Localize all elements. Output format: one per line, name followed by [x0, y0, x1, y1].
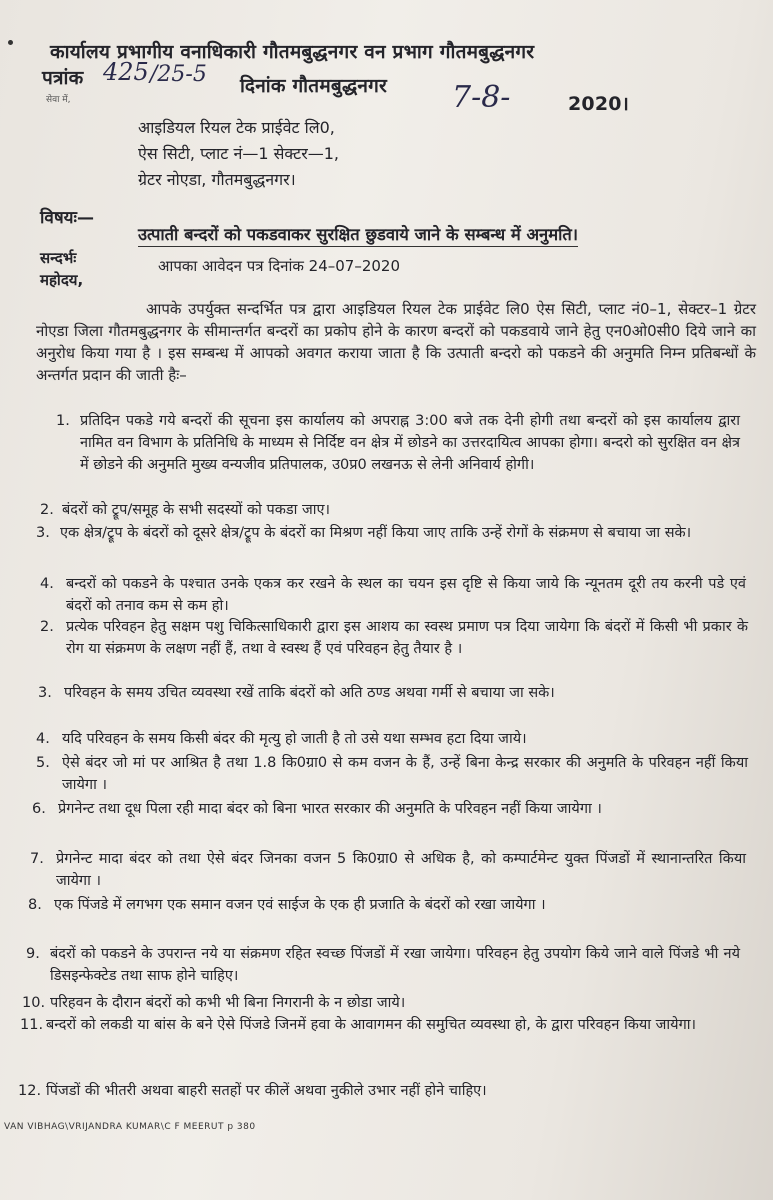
condition-item: बंदरों को पकडने के उपरान्त नये या संक्रमण रहित स्वच्छ पिंजडों में रखा जायेगा। परिवहन हेतु उपयोग किये जाने वाले पिंजडे भी नये डिसइन्फेक्टेड तथा साफ होने चाहिए। — [50, 946, 740, 984]
condition-number: 8. — [28, 897, 42, 913]
condition-number: 4. — [36, 731, 50, 747]
salutation: महोदय, — [40, 271, 84, 289]
reference-label: सन्दर्भः — [40, 249, 77, 267]
condition-number: 11. — [20, 1017, 44, 1033]
condition-item: बन्दरों को लकडी या बांस के बने ऐसे पिंजडे जिनमें हवा के आवागमन की समुचित व्यवस्था हो, के द्वारा परिवहन किया जायेगा। — [46, 1017, 697, 1033]
body-paragraph: आपके उपर्युक्त सन्दर्भित पत्र द्वारा आइडियल रियल टेक प्राईवेट लि0 ऐस सिटी, प्लाट नं0–1, सेक्टर–1 ग्रेटर नोएडा जिला गौतमबुद्धनगर के सीमान्तर्गत बन्दरों का प्रकोप होने के कारण बन्दरों को पकडवाये जाने हेतु एन0ओ0सी0 दिये जाने का अनुरोध किया गया है । इस सम्बन्ध में आपको अवगत कराया जाता है कि उत्पाती बन्दरो को पकडने की अनुमति निम्न प्रतिबन्धों के अन्तर्गत प्रदान की जाती हैः– — [36, 300, 756, 384]
condition-item: ऐसे बंदर जो मां पर आश्रित है तथा 1.8 कि0ग्रा0 से कम वजन के हैं, उन्हें बिना केन्द्र सरकार की अनुमति के परिवहन नहीं किया जायेगा । — [62, 755, 748, 793]
condition-item: बंदरों को ट्रूप/समूह के सभी सदस्यों को पकडा जाए। — [62, 502, 331, 518]
subject-label: विषयः— — [40, 208, 94, 228]
patrank-label: पत्रांक — [42, 67, 84, 89]
seva-label: सेवा में, — [46, 95, 71, 105]
condition-number: 1. — [56, 413, 70, 429]
condition-item: परिवहन के समय उचित व्यवस्था रखें ताकि बंदरों को अति ठण्ड अथवा गर्मी से बचाया जा सके। — [64, 685, 555, 701]
patrank-suffix: /25-5 — [150, 62, 207, 87]
hole-punch-mark — [8, 40, 13, 45]
condition-item: प्रेगनेन्ट तथा दूध पिला रही मादा बंदर को बिना भारत सरकार की अनुमति के परिवहन नहीं किया जायेगा । — [58, 801, 602, 817]
condition-number: 12. — [18, 1083, 42, 1099]
condition-item: प्रेगनेन्ट मादा बंदर को तथा ऐसे बंदर जिनका वजन 5 कि0ग्रा0 से अधिक है, को कम्पार्टमेन्ट युक्त पिंजडों में स्थानान्तरित किया जायेगा । — [56, 851, 746, 889]
condition-item: एक पिंजडे में लगभग एक समान वजन एवं साईज के एक ही प्रजाति के बंदरों को रखा जायेगा । — [54, 897, 546, 913]
recipient-line-3: ग्रेटर नोएडा, गौतमबुद्धनगर। — [138, 170, 296, 189]
office-header: कार्यालय प्रभागीय वनाधिकारी गौतमबुद्धनगर वन प्रभाग गौतमबुद्धनगर — [50, 41, 535, 63]
condition-number: 3. — [38, 685, 52, 701]
condition-item: प्रतिदिन पकडे गये बन्दरों की सूचना इस कार्यालय को अपराह्न 3:00 बजे तक देनी होगी तथा बन्दरों को इस कार्यालय द्वारा नामित वन विभाग के प्रतिनिधि के माध्यम से निर्दिष्ट वन क्षेत्र में छोडने का उत्तरदायित्व आपका होगा। बन्दरो को सुरक्षित वन क्षेत्र में छोडने की अनुमति मुख्य वन्यजीव प्रतिपालक, उ0प्र0 लखनऊ से लेनी अनिवार्य होगी। — [80, 413, 740, 473]
condition-number: 2. — [40, 619, 54, 635]
condition-number: 6. — [32, 801, 46, 817]
subject-text: उत्पाती बन्दरों को पकडवाकर सुरक्षित छुडवाये जाने के सम्बन्ध में अनुमति। — [138, 222, 578, 247]
condition-item: प्रत्येक परिवहन हेतु सक्षम पशु चिकित्साधिकारी द्वारा इस आशय का स्वस्थ प्रमाण पत्र दिया जायेगा कि बंदरों में किसी भी प्रकार के रोग या संक्रमण के लक्षण नहीं हैं, तथा वे स्वस्थ हैं एवं परिवहन हेतु तैयार है । — [66, 619, 748, 657]
recipient-line-1: आइडियल रियल टेक प्राईवेट लि0, — [138, 118, 335, 137]
condition-number: 7. — [30, 851, 44, 867]
reference-text: आपका आवेदन पत्र दिनांक 24–07–2020 — [158, 257, 401, 275]
condition-number: 4. — [40, 576, 54, 592]
condition-item: पिंजडों की भीतरी अथवा बाहरी सतहों पर कीलें अथवा नुकीले उभार नहीं होने चाहिए। — [46, 1083, 487, 1099]
patrank-number: 425 — [103, 58, 149, 86]
handwritten-date: 7-8- — [452, 80, 511, 115]
condition-number: 5. — [36, 755, 50, 771]
condition-item: एक क्षेत्र/ट्रूप के बंदरों को दूसरे क्षेत्र/ट्रूप के बंदरों का मिश्रण नहीं किया जाए ताकि उन्हें रोगों के संक्रमण से बचाया जा सके। — [60, 525, 692, 541]
letter-year: 2020। — [568, 93, 630, 115]
footer-path: VAN VIBHAG\VRIJANDRA KUMAR\C F MEERUT p 380 — [4, 1122, 256, 1132]
condition-item: परिहवन के दौरान बंदरों को कभी भी बिना निगरानी के न छोडा जाये। — [50, 995, 406, 1011]
condition-number: 9. — [26, 946, 40, 962]
dinank-label: दिनांक गौतमबुद्धनगर — [240, 75, 387, 97]
recipient-line-2: ऐस सिटी, प्लाट नं—1 सेक्टर—1, — [138, 144, 340, 163]
condition-number: 3. — [36, 525, 50, 541]
condition-number: 2. — [40, 502, 54, 518]
condition-item: यदि परिवहन के समय किसी बंदर की मृत्यु हो जाती है तो उसे यथा सम्भव हटा दिया जाये। — [62, 731, 527, 747]
condition-number: 10. — [22, 995, 46, 1011]
condition-item: बन्दरों को पकडने के पश्चात उनके एकत्र कर रखने के स्थल का चयन इस दृष्टि से किया जाये कि न्यूनतम दूरी तय करनी पडे एवं बंदरों को तनाव कम से कम हो। — [66, 576, 746, 614]
